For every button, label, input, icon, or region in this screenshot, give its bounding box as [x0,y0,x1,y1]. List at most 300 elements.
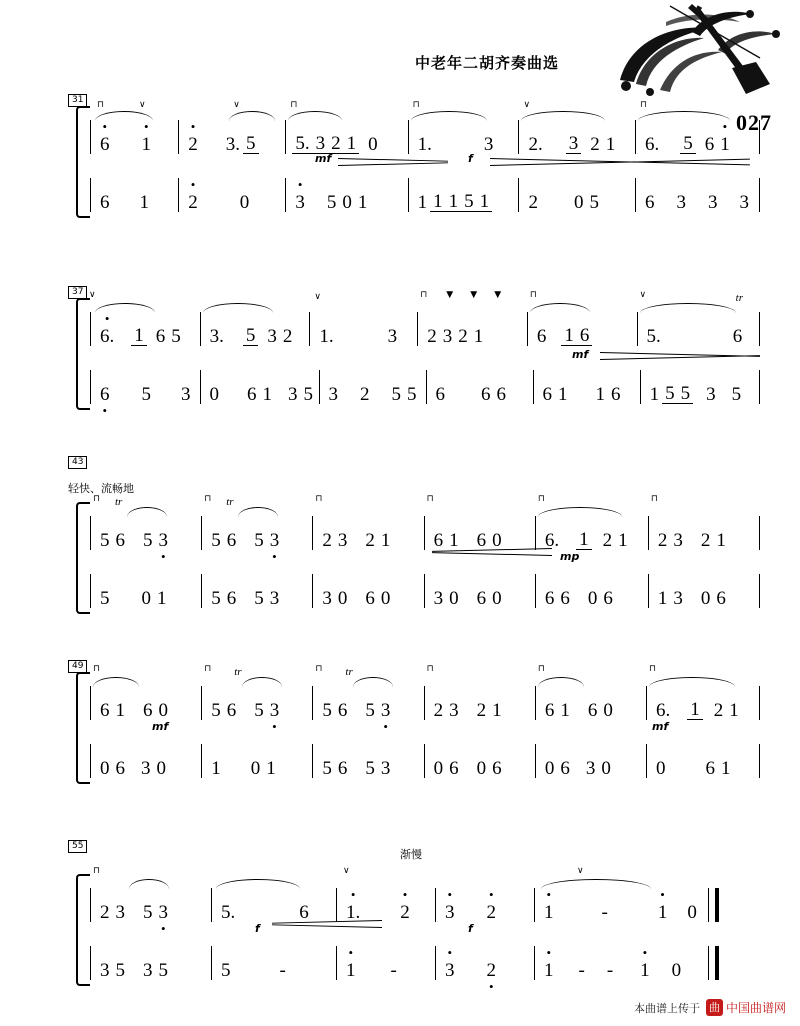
note: 3 • [267,701,283,720]
note: 0 [209,384,219,405]
note: 1 [605,134,616,155]
note: 3 [337,530,348,551]
note: • 3 [442,961,458,980]
page-number: 027 [736,110,772,135]
note: 3 [676,192,686,213]
note: 1 [473,326,484,347]
note: - [390,960,397,981]
measure [408,178,519,212]
note: 3 [585,758,596,779]
lower-voice-row [90,738,760,778]
page-footer [634,999,786,1016]
note: 3 [267,326,277,347]
note: 0 [141,588,151,609]
bow-down-icon: ⊓ [537,494,545,504]
bow-down-icon: ⊓ [93,494,101,504]
bow-up-icon: ∨ [233,100,240,110]
dynamic-marking: f [468,152,473,165]
note: 6 [226,700,237,721]
bow-down-icon: ⊓ [93,866,101,876]
note: 6 [433,530,444,551]
music-system-37 [60,287,760,405]
measure [648,574,760,608]
staff-group [60,866,760,981]
note: 3 [328,384,338,405]
measure [426,370,533,404]
note: 6 [100,192,110,213]
bow-down-icon: ⊓ [426,664,434,674]
note: 5 [662,384,678,404]
measure [90,946,211,980]
note: 0 [603,700,613,721]
tempo-indication: 渐慢 [400,848,422,861]
site-logo-icon: 曲 [706,999,723,1016]
slur [640,303,736,313]
dynamic-marking: mf [315,152,332,165]
note: 3 [313,134,329,154]
music-system-43 [60,457,760,609]
bow-down-icon: ⊓ [315,494,323,504]
slur [242,677,282,687]
note: 1 [716,530,726,551]
note: • 3 [292,193,308,212]
slur [638,111,730,121]
note: 6 [337,700,348,721]
trill-icon: tr [115,496,123,508]
dynamic-marking: mf [152,720,169,733]
measure-number: 37 [68,286,87,299]
note: 1 [380,530,391,551]
note: 6 [435,384,445,405]
note: - [578,960,585,981]
note: • 1 [655,903,671,922]
slur [649,677,735,687]
note: 6 [365,588,375,609]
bow-down-icon: ⊓ [204,494,212,504]
dynamic-marking: mf [652,720,669,733]
note: • 2 [484,903,500,922]
note: 3 [115,902,125,923]
staff-group [60,664,760,779]
measure [435,888,534,922]
note: 6 [577,326,593,346]
erhu-floral-ornament-icon [600,2,790,102]
note: 0 [449,588,459,609]
bow-down-icon: ⊓ [412,100,420,110]
note: • 1 [637,961,653,980]
slur [216,879,300,889]
note: 1 [357,192,368,213]
note: 2 [365,530,375,551]
trill-icon: tr [226,496,234,508]
measure [637,290,760,347]
note: 2 [458,326,468,347]
staff-group [60,494,760,609]
note: 5. [292,134,312,154]
bow-down-icon: ⊓ [537,664,545,674]
diminuendo-hairpin [432,548,552,556]
note: 1 [618,530,628,551]
note: • 1 [139,135,155,154]
slur [530,303,590,313]
upper-voice-row [90,100,760,155]
note: 5 [365,758,375,779]
slur [538,507,622,517]
note: • 6. [97,327,117,346]
note: 6 [560,588,570,609]
trill-icon: tr [234,666,242,678]
tempo-indication: 轻快、流畅地 [68,482,134,495]
final-barline [708,888,719,922]
note: 6 [587,700,598,721]
system-brace [76,502,90,614]
note: 0 [601,758,611,779]
dynamic-marking: mp [560,550,580,563]
note: 5 [322,700,332,721]
note: 5 [254,588,264,609]
note: 6 [226,530,237,551]
note: 1. [319,326,334,347]
note: 1 [131,326,147,346]
note: 3 [739,192,749,213]
upper-voice-row [90,494,760,551]
note: 5 [322,758,332,779]
measure [201,744,312,778]
note: 6 [481,384,491,405]
music-system-55 [60,841,760,981]
slur [353,677,393,687]
note: 2 [328,134,344,154]
note: 2 • [484,961,500,980]
slur [411,111,487,121]
note: 1 [560,700,570,721]
note: 3 [673,530,683,551]
slur [229,111,275,121]
note: • 6 [97,135,113,154]
note: 5 [678,384,694,404]
note: 6 [143,700,153,721]
upper-voice-row [90,664,760,721]
note: 1 [576,530,592,550]
slur [127,507,167,517]
trill-icon: tr [735,292,743,304]
note: 5 [680,134,696,154]
note: 5 [141,384,151,405]
note: 6 [226,588,237,609]
page-title: 中老年二胡齐奏曲选 [415,54,560,72]
note: 5 [326,192,337,213]
note: • 1 [541,903,557,922]
bow-down-icon: ⊓ [426,494,434,504]
note: 5 [115,960,125,981]
dynamic-marking: f [468,922,473,935]
slur [129,879,169,889]
note: 2 [476,700,487,721]
measure [312,574,423,608]
measure-number: 43 [68,456,87,469]
note: 0 [337,588,348,609]
note: 2 [657,530,668,551]
bow-down-icon: ⊓ [420,290,428,300]
note: 2 [528,192,538,213]
final-barline [708,946,719,980]
note: 6. [544,530,560,551]
lower-voice-row [90,568,760,608]
bow-down-icon: ⊓ [649,664,657,674]
note: 2 [427,326,437,347]
bow-up-icon: ∨ [577,866,584,876]
note: 2 [713,700,724,721]
note: • 3 [442,903,458,922]
slur [93,677,139,687]
note: 1 [449,530,459,551]
note: 6 [644,192,655,213]
note: 3 • [156,903,172,922]
measure [285,100,407,155]
note: 6 [299,902,309,923]
note: 6. [656,700,671,721]
staff-group [60,100,760,213]
accent-icon: ▼ [470,290,478,300]
note: 3 [322,588,332,609]
note: 0 [573,192,584,213]
note: 5 [243,134,259,154]
note: 5 [365,700,375,721]
lower-voice-row [90,172,760,212]
bow-up-icon: ∨ [139,100,146,110]
page-header [0,0,800,135]
slur [238,507,278,517]
note: 5 [221,960,231,981]
trill-icon: tr [345,666,353,678]
note: 5 [303,384,313,405]
measure-number: 31 [68,94,87,107]
bow-down-icon: ⊓ [97,100,105,110]
note: 3 [141,758,151,779]
measure [309,292,417,347]
note: 3. [225,134,241,155]
bow-down-icon: ⊓ [639,100,647,110]
bow-down-icon: ⊓ [204,664,212,674]
measure [435,946,534,980]
note: 2 [602,530,613,551]
note: 1 [729,700,739,721]
note: • 2 [397,903,413,922]
note: 0 [687,902,697,923]
note: 1 [595,384,606,405]
measure [90,370,200,404]
measure [90,866,211,923]
bow-down-icon: ⊓ [650,494,658,504]
site-logo[interactable] [706,999,786,1016]
note: 6 [449,758,459,779]
note: 3 [442,326,453,347]
measure [285,178,407,212]
note: 2 [282,326,293,347]
system-brace [76,298,90,410]
measure [201,664,312,721]
note: • 2 [185,193,201,212]
note: 0 [239,192,250,213]
note: 0 [700,588,711,609]
note: 1 [344,134,360,154]
measure [635,178,760,212]
note: • 1 [343,961,359,980]
note: 1 [657,588,668,609]
note: 5 [211,530,221,551]
note: 6 [560,758,570,779]
note: 0 [156,758,166,779]
measure [534,946,718,980]
note: 3 [707,192,718,213]
measure [90,744,201,778]
note: 2 [700,530,711,551]
note: 5 [158,960,168,981]
note: 6 [496,384,506,405]
note: 3 [380,758,391,779]
slur [288,111,342,121]
measure [424,744,535,778]
measure-number: 49 [68,660,87,673]
note: 6 [115,530,125,551]
measure [527,290,637,347]
note: 3 [433,588,444,609]
note: 0 [380,588,391,609]
measure [518,100,635,155]
note: 1 [649,384,660,405]
note: • 1 [541,961,557,980]
note: 6 [603,588,613,609]
bow-down-icon: ⊓ [290,100,298,110]
note: 0 [671,960,682,981]
note: 1 [721,758,731,779]
measure [535,494,648,551]
bow-down-icon: ⊓ [93,664,101,674]
note: 1 [417,192,428,213]
note: 3 [181,384,191,405]
measure [200,312,310,346]
bow-down-icon: ⊓ [315,664,323,674]
measure [200,370,319,404]
bow-up-icon: ∨ [523,100,531,110]
note: - [601,902,608,923]
slur [538,677,584,687]
measure [424,664,535,721]
note: 3 [269,588,280,609]
note: 2 [433,700,444,721]
note: 6 [704,134,715,155]
note: 6 [716,588,726,609]
note: 6 [476,588,487,609]
note: 6 [542,384,553,405]
note: 6 [337,758,348,779]
note: 6 [536,326,547,347]
note: 6 [544,588,555,609]
measure [408,100,519,155]
dynamic-marking: f [255,922,260,935]
note: 1 [477,192,493,212]
system-brace [76,874,90,986]
note: 5 [254,700,264,721]
measure [312,494,423,551]
note: 3 • [156,531,172,550]
note: 3 [566,134,582,154]
accent-icon: ▼ [446,290,454,300]
crescendo-hairpin [490,158,750,166]
bow-up-icon: ∨ [343,866,350,876]
note: 2 [322,530,332,551]
note: 0 [250,758,261,779]
lower-voice-row [90,364,760,404]
lower-voice-row [90,940,760,980]
bow-down-icon: ⊓ [529,290,537,300]
measure [640,370,760,404]
measure [201,494,312,551]
note: 3 [483,134,494,155]
note: 2 [360,384,370,405]
upper-voice-row [90,866,760,923]
note: 5 [143,530,153,551]
upper-voice-row [89,290,760,347]
note: 6 [100,700,110,721]
note: 1 [558,384,568,405]
measure-number: 55 [68,840,87,853]
slur [541,879,651,889]
note: 0 [492,530,502,551]
note: 5 [254,530,264,551]
measure [312,744,423,778]
note: - [606,960,614,981]
note: 5 [211,588,221,609]
site-name: 中国曲谱网 [725,1001,786,1015]
measure [90,178,178,212]
note: 1 [266,758,276,779]
note: 1 [492,700,502,721]
measure [646,664,760,721]
measure [518,178,635,212]
note: 3 [449,700,459,721]
bow-up-icon: ∨ [89,290,96,300]
note: 6 [155,326,166,347]
footer-credit-text: 本曲谱上传于 [633,1001,700,1015]
dynamic-marking: mf [572,348,589,361]
measure [534,866,718,923]
system-brace [76,672,90,784]
note: 1 [687,700,703,720]
note: 3 [673,588,683,609]
bow-up-icon: ∨ [639,290,647,300]
note: 3 [143,960,153,981]
system-brace [76,106,90,218]
accent-icon: ▼ [494,290,502,300]
note: 0 [544,758,555,779]
note: 0 [100,758,110,779]
note: 3 • [267,531,283,550]
note: • 2 [185,135,201,154]
crescendo-hairpin [600,352,760,360]
note: 5 [171,326,181,347]
note: 1 [262,384,272,405]
note: 0 [476,758,487,779]
measure [211,888,336,922]
note: 6 [247,384,257,405]
music-system-31 [60,95,760,213]
note: 2. [528,134,543,155]
note: 3 [706,384,716,405]
measure [648,494,760,551]
note: 6 [492,758,502,779]
measure [424,574,535,608]
